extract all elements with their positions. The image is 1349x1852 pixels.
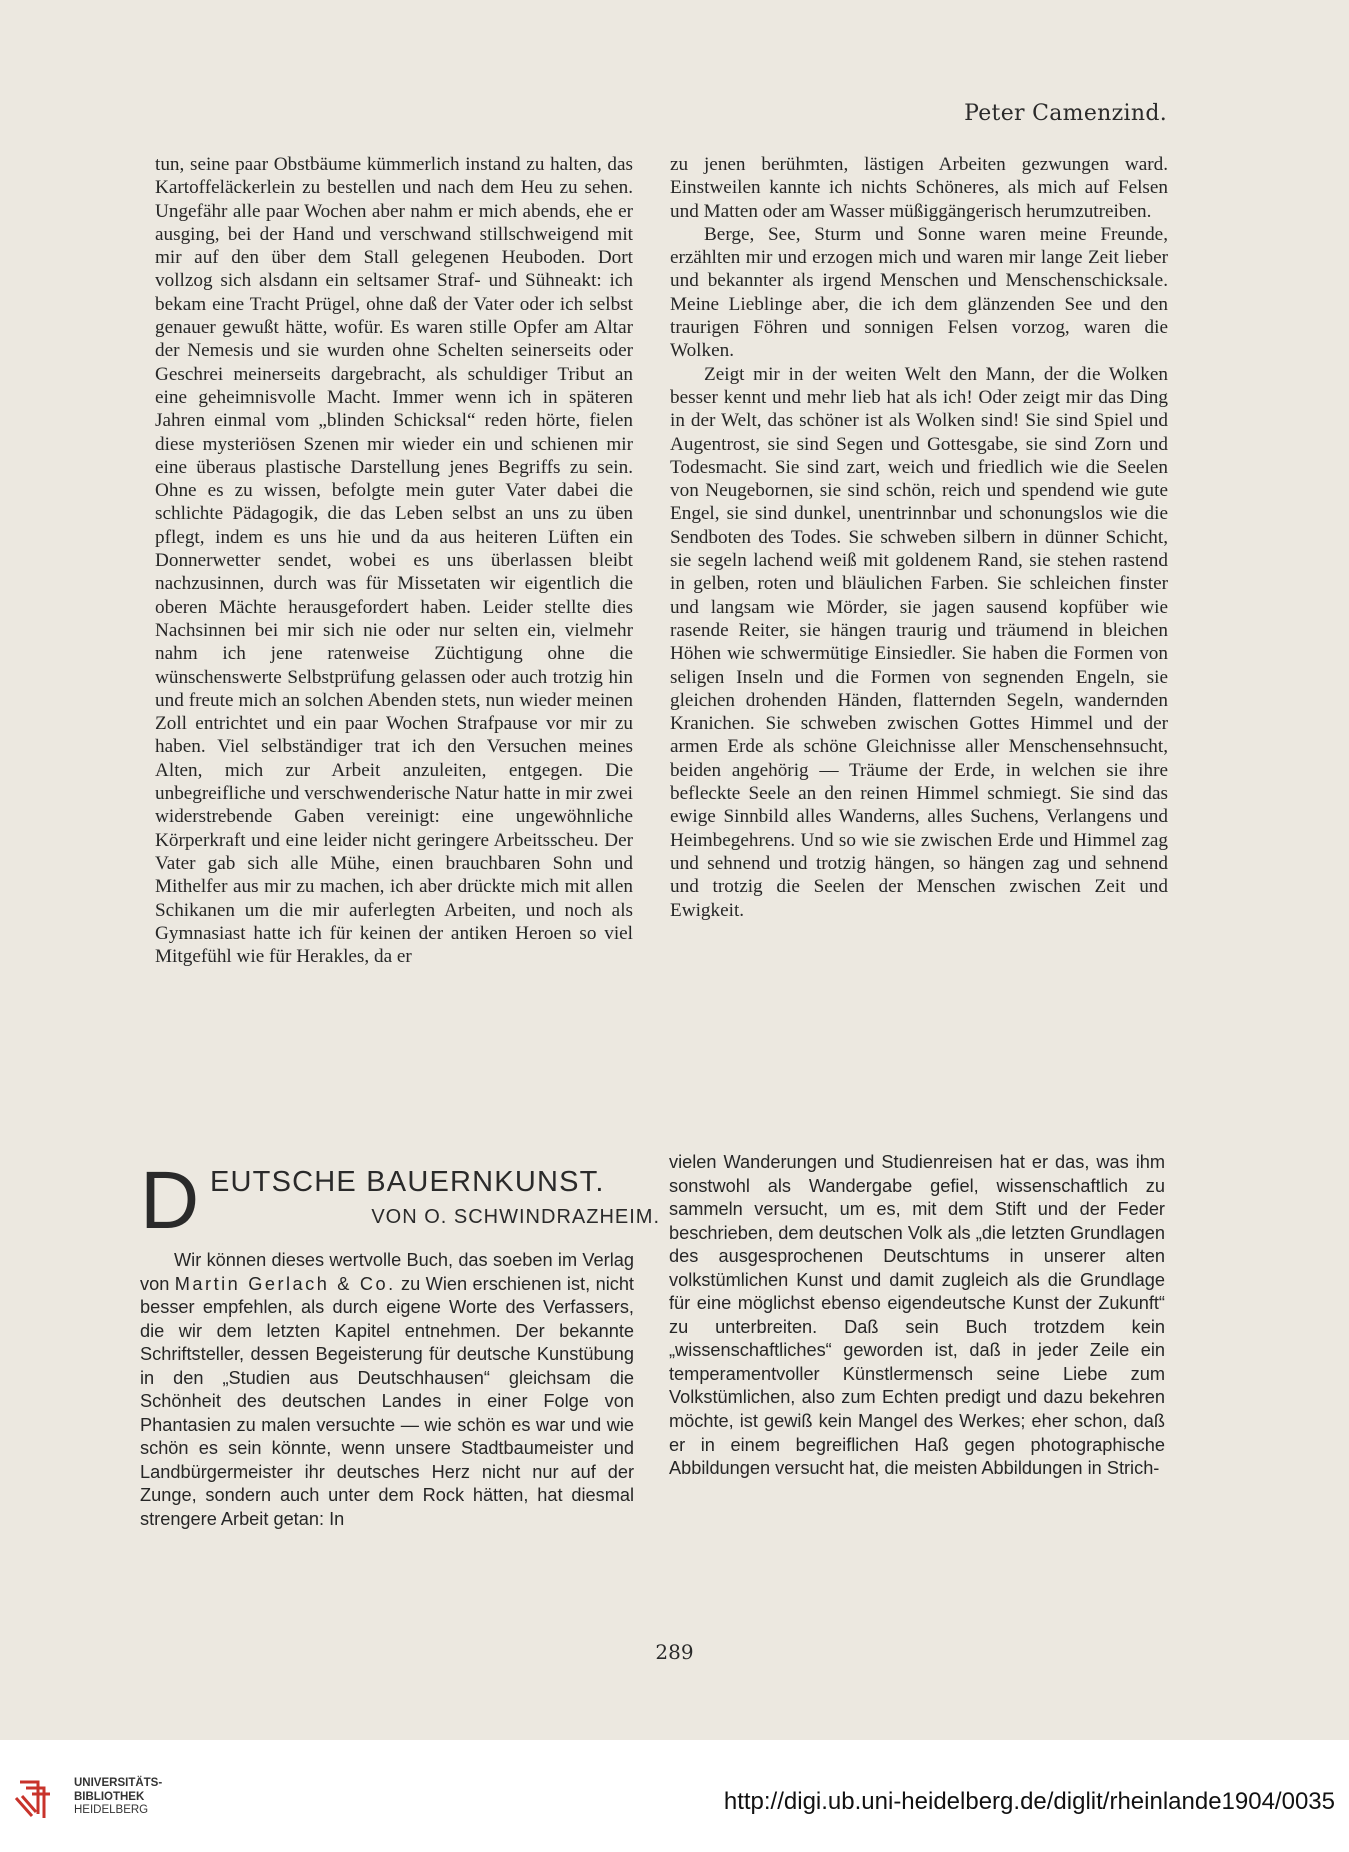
article-title: EUTSCHE BAUERNKUNST. — [210, 1166, 605, 1198]
source-url-link[interactable]: http://digi.ub.uni-heidelberg.de/diglit/rheinlande1904/0035 — [723, 1788, 1335, 1815]
novel-left-column — [155, 153, 633, 968]
page-number: 289 — [655, 1640, 694, 1664]
library-name-line: BIBLIOTHEK — [74, 1790, 145, 1803]
novel-right-column — [670, 153, 1168, 922]
library-logo-icon — [14, 1774, 64, 1820]
novel-paragraph: zu jenen berühmten, lästigen Arbeiten gezwungen ward. Einstweilen kannte ich nichts Schöneres, als mich auf Felsen und Matten oder am Wasser müßiggängerisch herumzutreiben. — [670, 154, 1168, 222]
novel-paragraph: Berge, See, Sturm und Sonne waren meine Freunde, erzählten mir und erzogen mich und waren mir lange Zeit lieber und bekannter als irgend Menschen und Menschenschicksale. Meine Lieblinge aber, die ich dem glänzenden See und den traurigen Föhren und sonnigen Felsen vorzog, waren die Wolken. — [670, 223, 1168, 362]
running-head: Peter Camenzind. — [964, 101, 1167, 126]
library-name-line: UNIVERSITÄTS- — [74, 1777, 163, 1789]
dropcap: D — [140, 1155, 200, 1246]
library-name-line: HEIDELBERG — [74, 1804, 149, 1816]
novel-paragraph: Zeigt mir in der weiten Welt den Mann, der die Wolken besser kennt und mehr lieb hat als ich! Oder zeigt mir das Ding in der Welt, das schöner ist als Wolken sind! Sie sind Spiel und Augentrost, sie sind Segen und Gottesgabe, sie sind Zorn und Todesmacht. Sie sind zart, weich und friedlich wie die Seelen von Neugebornen, sie sind schön, reich und spendend wie gute Engel, sie sind dunkel, unentrinnbar und schonungslos wie die Sendboten des Todes. Sie schweben silbern in dünner Schicht, sie segeln lachend weiß mit goldenem Rand, sie stehen rastend in gelben, roten und bläulichen Farben. Sie schleichen finster und langsam wie Mörder, sie jagen sausend kopfüber wie rasende Reiter, sie hängen traurig und träumend in bleichen Höhen wie schwermütige Einsiedler. Sie haben die Formen von seligen Inseln und die Formen von segnenden Engeln, sie gleichen drohenden Händen, flatternden Segeln, wandernden Kranichen. Sie schweben zwischen Gottes Himmel und der armen Erde als schöne Gleichnisse aller Menschensehnsucht, beiden angehörig — Träume der Erde, in welchen sie ihre befleckte Seele an den reinen Himmel schmiegt. Sie sind das ewige Sinnbild alles Wanderns, alles Suchens, Verlangens und Heimbegehrens. Und so wie sie zwischen Erde und Himmel zag und sehnend und trotzig hängen, so hängen zag und sehnend und trotzig die Seelen der Menschen zwischen Zeit und Ewigkeit. — [670, 363, 1168, 921]
article-intro: Wir können dieses wertvolle Buch, das soeben im Verlag von — [140, 1250, 634, 1294]
novel-paragraph: tun, seine paar Obstbäume kümmerlich instand zu halten, das Kartoffeläckerlein zu bestellen und nach dem Heu zu sehen. Ungefähr alle paar Wochen aber nahm er mich abends, ehe er ausging, bei der Hand und verschwand stillschweigend mit mir auf den über dem Stall gelegenen Heuboden. Dort vollzog sich alsdann ein seltsamer Straf- und Sühneakt: ich bekam eine Tracht Prügel, ohne daß der Vater oder ich selbst genauer gewußt hätte, wofür. Es waren stille Opfer am Altar der Nemesis und sie wurden ohne Schelten seinerseits oder Geschrei meinerseits dargebracht, als schuldiger Tribut an eine geheimnisvolle Macht. Immer wenn ich in späteren Jahren einmal vom „blinden Schicksal“ reden hörte, fielen diese mysteriösen Szenen mir wieder ein und schienen mir eine überaus plastische Darstellung jenes Begriffs zu sein. Ohne es zu wissen, befolgte mein guter Vater dabei die schlichte Pädagogik, die das Leben selbst an uns zu üben pflegt, indem es uns hie und da aus heiteren Lüften ein Donnerwetter sendet, wobei es uns überlassen bleibt nachzusinnen, durch was für Missetaten wir eigentlich die oberen Mächte herausgefordert haben. Leider stellte dies Nachsinnen bei mir sich nie oder nur selten ein, vielmehr nahm ich jene ratenweise Züchtigung ohne die wünschenswerte Selbstprüfung gelassen oder auch trotzig hin und freute mich an solchen Abenden stets, nun wieder meinen Zoll entrichtet und ein paar Wochen Strafpause vor mir zu haben. Viel selbständiger trat ich den Versuchen meines Alten, mich zur Arbeit anzuleiten, entgegen. Die unbegreifliche und verschwenderische Natur hatte in mir zwei widerstrebende Gaben vereinigt: eine ungewöhnliche Körperkraft und eine leider nicht geringere Arbeitsscheu. Der Vater gab sich alle Mühe, einen brauchbaren Sohn und Mithelfer aus mir zu machen, ich aber drückte mich mit allen Schikanen um die mir auferlegten Arbeiten, und noch als Gymnasiast hatte ich für keinen der antiken Heroen so viel Mitgefühl wie für Herakles, da er — [155, 154, 633, 968]
digitization-footer — [0, 1740, 1349, 1852]
article-right-column — [669, 1151, 1165, 1481]
library-name — [74, 1777, 162, 1818]
article-heading — [140, 1155, 660, 1246]
article-paragraph — [140, 1249, 634, 1532]
article-paragraph: vielen Wanderungen und Studienreisen hat er das, was ihm sonstwohl als Wandergabe gefiel, wissenschaftlich zu sammeln versucht, um es, mit dem Stift und der Feder beschrieben, dem deutschen Volk als „die letzten Grundlagen des ausgesprochenen Deutschtums in unserer alten volkstümlichen Kunst und damit zugleich als die Grundlage für eine möglichst ebenso eigendeutsche Kunst der Zukunft“ zu unterbreiten. Daß sein Buch trotzdem kein „wissenschaftliches“ geworden ist, daß in jeder Zeile ein temperamentvoller Künstlermensch seine Liebe zum Volkstümlichen, also zum Echten predigt und dazu bekehren möchte, ist gewiß kein Mangel des Werkes; eher schon, daß er in einem begreiflichen Haß gegen photographische Abbildungen versucht hat, die meisten Abbildungen in Strich- — [669, 1152, 1165, 1479]
article-body: zu Wien erschienen ist, nicht besser empfehlen, als durch eigene Worte des Verfassers, die wir dem letzten Kapitel entnehmen. Der bekannte Schriftsteller, dessen Begeisterung für deutsche Kunstübung in den „Studien aus Deutschhausen“ gleichsam die Schönheit des deutschen Landes in einer Folge von Phantasien zu malen versuchte — wie schön es war und wie schön es sein könnte, wenn unsere Stadtbaumeister und Landbürgermeister ihr deutsches Herz nicht nur auf der Zunge, sondern auch unter dem Rock hätten, hat diesmal strengere Arbeit getan: In — [140, 1273, 634, 1530]
article-author: VON O. SCHWINDRAZHEIM. — [371, 1206, 660, 1228]
publisher-name: Martin Gerlach & Co. — [174, 1273, 396, 1294]
article-left-column — [140, 1249, 634, 1532]
